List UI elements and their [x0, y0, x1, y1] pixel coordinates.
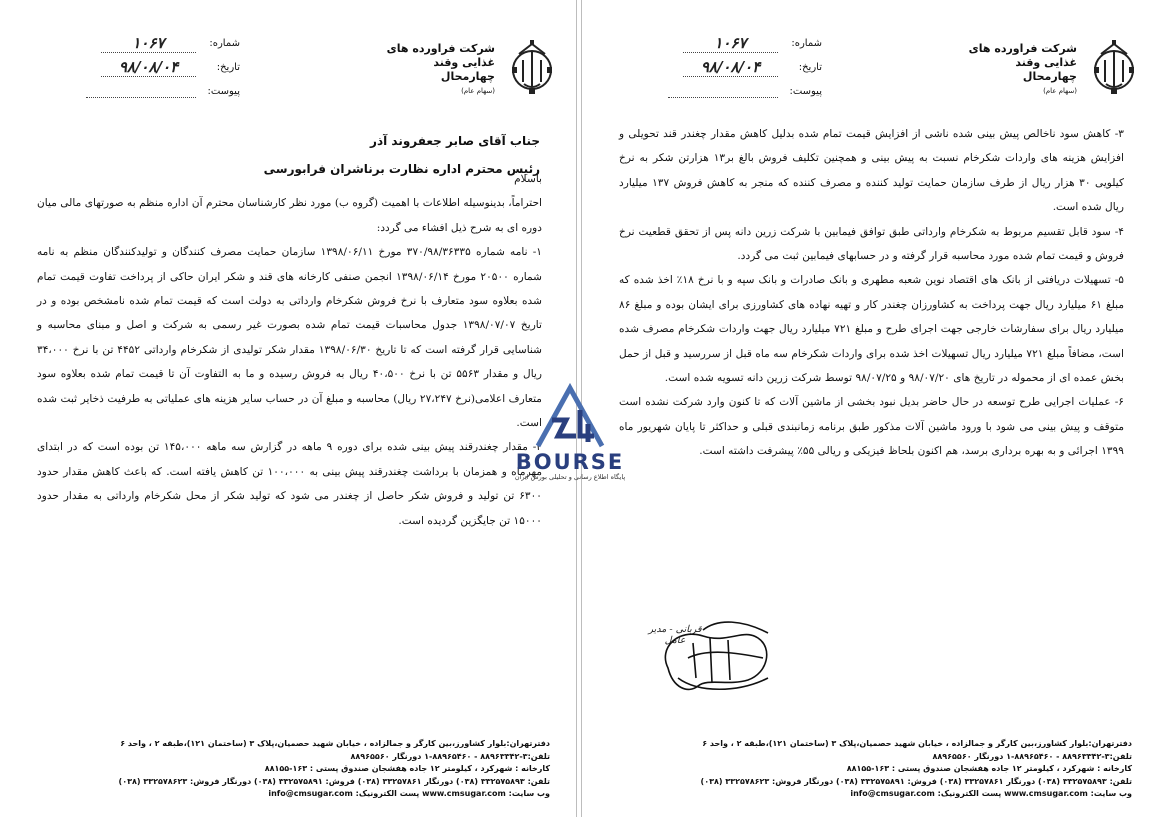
company-name-line: شرکت فراورده های [386, 42, 495, 55]
footer-line: تلفن: ۳۳۲۵۷۵۸۹۳ (۰۳۸) دورنگار ۳۳۲۵۷۸۶۱ (۰۳۸) فروش: ۳۳۲۵۷۵۸۹۱ (۰۳۸) دورنگار فروش: ۳۳۲۵۷۸۶۲۳ (۰۳۸) [700, 776, 1132, 786]
watermark-tagline: پایگاه اطلاع رسانی و تحلیلی بورس ایران [514, 473, 626, 481]
footer-line: وب سایت: www.cmsugar.com پست الکترونیک: info@cmsugar.com [268, 789, 550, 798]
company-name [387, 42, 495, 98]
item-1-paragraph: ۱- نامه شماره ۳۷۰/۹۸/۳۶۳۳۵ مورخ ۱۳۹۸/۰۶/۱۱ سازمان حمایت مصرف کنندگان و تولیدکنندگان منظم به نامه شماره ۲۰۵۰۰ مورخ ۱۳۹۸/۰۶/۱۴ انجمن صنفی کارخانه های قند و شکر ایران حاکی از پرداخت تفاوت قیمت تمام شده بعلاوه سود متعارف با نرخ فروش شکرخام وارداتی به دولت است که قیمت تمام شده نامشخص بوده و در تاریخ ۱۳۹۸/۰۷/۰۷ جدول محاسبات قیمت تمام شده بصورت غیر رسمی به شرکت و اصل و مبنای محاسبه و شناسایی قرار گرفته است که تا تاریخ ۱۳۹۸/۰۶/۳۰ مقدار شکر تولیدی از شکرخام وارداتی ۴۴۵۲ تن با نرخ ۳۴،۰۰۰ ریال و مقدار ۵۵۶۳ تن با نرخ ۴۰،۵۰۰ ریال به فروش رسیده و ما به التفاوت آن تا قیمت تمام شده بعلاوه سود متعارف اعلامی(نرخ ۲۷،۲۴۷ ریال) محاسبه و مبلغ آن در حساب سایر هزینه های عملیاتی به طرفیت ذخایر ثبت شده است. [37, 246, 542, 430]
signature-text: قربانی - مدیر عامل [648, 624, 702, 646]
company-name-line: چهارمحال [440, 70, 495, 83]
item-6-paragraph: ۶- عملیات اجرایی طرح توسعه در حال حاضر بدیل نبود بخشی از ماشین آلات که تا کنون وارد شرکت نشده است متوقف و پیش بینی می شود با ورود ماشین آلات مذکور طبق برنامه زمانبندی قبلی و حداکثر تا پایان شهریور ماه ۱۳۹۹ اجرائی و به بهره برداری برسد، هم اکنون بلحاظ فیزیکی و ریالی ۵۵٪ پیشرفت داشته است. [619, 396, 1124, 458]
number-label: شماره: [209, 38, 240, 49]
letter-page-left [0, 0, 575, 817]
company-name-line: غذایی وقند [1015, 56, 1077, 69]
number-value: ۱۰۶۷ [101, 34, 196, 53]
watermark-name: BOURSE [515, 450, 625, 474]
number-value: ۱۰۶۷ [683, 34, 778, 53]
item-2-paragraph: ۲- مقدار چغندرقند پیش بینی شده برای دوره ۹ ماهه در گزارش سه ماهه ۱۴۵،۰۰۰ تن بوده است که در ابتدای مهرماه و همزمان با برداشت چغندرقند پیش بینی به ۱۰۰،۰۰۰ تن کاهش یافته است. که باعث کاهش مقدار حدود ۶۳۰۰ تن تولید و فروش شکر حاصل از چغندر می شود که تولید شکر از محل شکرخام وارداتی به مقدار حدود ۱۵۰۰۰ تن جایگزین گردیده است. [37, 441, 542, 527]
company-name-line: چهارمحال [1022, 70, 1077, 83]
company-logo-icon [507, 40, 557, 98]
date-value: ۹۸/۰۸/۰۴ [683, 58, 778, 77]
attachment-line [668, 97, 778, 98]
company-name-line: شرکت فراورده های [968, 42, 1077, 55]
footer-line: کارخانه : شهرکرد ، کیلومتر ۱۲ جاده هفشجان صندوق پستی : ۱۶۳-۸۸۱۵۵ [264, 764, 550, 773]
bourse-watermark [500, 380, 640, 482]
date-label: تاریخ: [798, 62, 822, 73]
number-label: شماره: [791, 38, 822, 49]
intro-paragraph: احتراماً، بدینوسیله اطلاعات با اهمیت (گروه ب) مورد نظر کارشناسان محترم آن اداره منظم به صورتهای مالی میان دوره ای به شرح ذیل افشاء می گردد: [37, 197, 542, 234]
addressee-title: رئیس محترم اداره نظارت برناشران فرابورسی [263, 162, 540, 176]
item-3-paragraph: ۳- کاهش سود ناخالص پیش بینی شده ناشی از افزایش قیمت تمام شده بدلیل کاهش مقدار چغندر قند تحویلی و افزایش هزینه های واردات شکرخام نسبت به پیش بینی و همچنین تکلیف فروش بالغ بر۱۳ هزارتن شکر به نرخ کیلویی ۳۰ هزار ریال از طرف سازمان حمایت تولید کننده و مصرف کننده که منجر به کاهش فروش ۱۳۷ میلیارد ریال شده است. [619, 128, 1125, 214]
letter-body-right [619, 122, 1124, 464]
date-value: ۹۸/۰۸/۰۴ [101, 58, 196, 77]
footer-line: دفترتهران:بلوار کشاورز،بین کارگر و جمالزاده ، خیابان شهید حصمیان،پلاک ۳ (ساختمان ۱۲۱)،طبقه ۲ ، واحد ۶ [702, 739, 1132, 748]
date-row [60, 58, 240, 82]
date-row [642, 58, 822, 82]
footer-line: دفترتهران:بلوار کشاورز،بین کارگر و جمالزاده ، خیابان شهید حصمیان،پلاک ۳ (ساختمان ۱۲۱)،طبقه ۲ ، واحد ۶ [120, 739, 550, 748]
item-4-paragraph: ۴- سود قابل تقسیم مربوط به شکرخام وارداتی طبق توافق فیمابین با شرکت زرین دانه پس از تحقق قطعیت نرخ فروش و قیمت تمام شده مورد محاسبه قرار گرفته و در حسابهای فیمابین ثبت می گردد. [619, 225, 1124, 263]
attachment-label: پیوست: [789, 86, 822, 97]
letter-meta [60, 34, 240, 106]
footer-line: تلفن:۳-۸۸۹۶۳۳۴۲ - ۸۸۹۶۵۴۶۰-۱ دورنگار ۸۸۹۶۵۵۶۰ [932, 751, 1132, 761]
footer-line: تلفن:۳-۸۸۹۶۳۳۴۲ - ۸۸۹۶۵۴۶۰-۱ دورنگار ۸۸۹۶۵۵۶۰ [350, 751, 550, 761]
company-name-line: غذایی وقند [433, 56, 495, 69]
company-name [969, 42, 1077, 98]
company-sub: (سهام عام) [1043, 87, 1077, 95]
attachment-line [86, 97, 196, 98]
letter-footer-left [30, 738, 550, 801]
attachment-row [60, 82, 240, 106]
bourse-logo-icon [532, 380, 608, 452]
company-sub: (سهام عام) [461, 87, 495, 95]
footer-line: کارخانه : شهرکرد ، کیلومتر ۱۲ جاده هفشجان صندوق پستی : ۱۶۳-۸۸۱۵۵ [846, 764, 1132, 773]
footer-line: وب سایت: www.cmsugar.com پست الکترونیک: info@cmsugar.com [850, 789, 1132, 798]
date-label: تاریخ: [216, 62, 240, 73]
letter-meta [642, 34, 822, 106]
item-5-paragraph: ۵- تسهیلات دریافتی از بانک های اقتصاد نوین شعبه مطهری و بانک صادرات و بانک سپه و با نرخ ۱۸٪ اخذ شده که مبلغ ۶۱ میلیارد ریال جهت پرداخت به کشاورزان چغندر کار و تهیه نهاده های کشاورزی برای ایشان بوده و مبلغ ۸۶ میلیارد ریال برای سفارشات خارجی جهت اجرای طرح و مبلغ ۷۲۱ میلیارد ریال جهت واردات شکرخام مصرف شده است، مضافاً مبلغ ۷۲۱ میلیارد ریال تسهیلات اخذ شده برای واردات شکرخام سه ماه قبل از سررسید و قبل از حمل بخش عمده ای از محموله در تاریخ های ۹۸/۰۷/۲۰ و ۹۸/۰۷/۲۵ توسط شرکت زرین دانه تسویه شده است. [619, 274, 1124, 385]
number-row [60, 34, 240, 58]
company-logo-icon [1089, 40, 1139, 98]
greeting: باسلام [514, 173, 542, 185]
signature-stamp-icon [648, 608, 798, 698]
attachment-row [642, 82, 822, 106]
attachment-label: پیوست: [207, 86, 240, 97]
letter-body-left [37, 167, 542, 533]
number-row [642, 34, 822, 58]
footer-line: تلفن: ۳۳۲۵۷۵۸۹۳ (۰۳۸) دورنگار ۳۳۲۵۷۸۶۱ (۰۳۸) فروش: ۳۳۲۵۷۵۸۹۱ (۰۳۸) دورنگار فروش: ۳۳۲۵۷۸۶۲۳ (۰۳۸) [118, 776, 550, 786]
letter-footer-right [612, 738, 1132, 801]
addressee-name: جناب آقای صابر جعفروند آذر [370, 134, 540, 148]
